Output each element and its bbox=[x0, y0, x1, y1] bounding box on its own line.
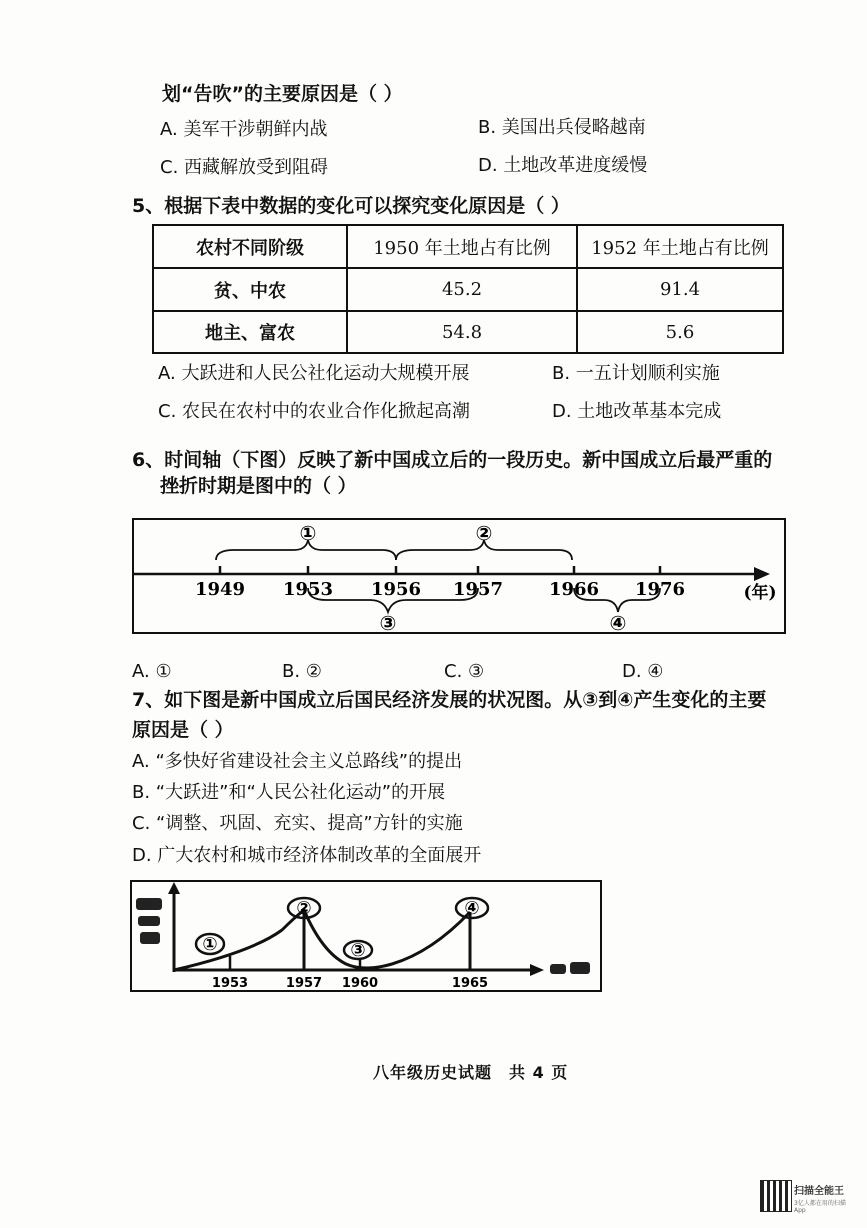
q4-option-b: B. 美国出兵侵略越南 bbox=[478, 117, 646, 138]
q6-option-b: B. ② bbox=[282, 661, 322, 682]
q7-option-b: B. “大跃进”和“人民公社化运动”的开展 bbox=[132, 782, 446, 803]
page-footer: 八年级历史试题 共 4 页 bbox=[373, 1063, 569, 1082]
q7-option-a: A. “多快好省建设社会主义总路线”的提出 bbox=[132, 751, 463, 772]
chart-year-1965: 1965 bbox=[451, 976, 489, 990]
year-1966: 1966 bbox=[548, 579, 600, 600]
economy-svg bbox=[132, 882, 600, 990]
chart-point-label-2: ② bbox=[296, 898, 312, 919]
chart-point-label-1: ① bbox=[202, 934, 218, 955]
chart-y-arrow bbox=[168, 882, 180, 894]
table-header-1952: 1952 年土地占有比例 bbox=[577, 225, 783, 268]
q4-option-a: A. 美军干涉朝鲜内战 bbox=[160, 119, 328, 140]
timeline-svg bbox=[134, 520, 784, 632]
year-1976: 1976 bbox=[634, 579, 686, 600]
q5-option-a: A. 大跃进和人民公社化运动大规模开展 bbox=[158, 363, 470, 384]
x-axis-label-smudge bbox=[550, 962, 590, 974]
timeline-label-2: ② bbox=[475, 521, 493, 545]
year-1957: 1957 bbox=[452, 579, 504, 600]
y-axis-label-smudge bbox=[136, 898, 162, 944]
chart-year-1960: 1960 bbox=[341, 976, 379, 990]
economy-curve bbox=[174, 910, 470, 970]
q7-stem-line2: 原因是（ ） bbox=[132, 719, 234, 741]
q4-option-d: D. 土地改革进度缓慢 bbox=[478, 155, 648, 176]
q6-stem-line1: 6、时间轴（下图）反映了新中国成立后的一段历史。新中国成立后最严重的 bbox=[132, 449, 773, 471]
year-1953: 1953 bbox=[282, 579, 334, 600]
chart-year-1957: 1957 bbox=[285, 976, 323, 990]
stamp-subtitle: 3亿人都在用的扫描App bbox=[794, 1200, 846, 1214]
q6-option-a: A. ① bbox=[132, 661, 172, 682]
chart-x-arrow bbox=[530, 964, 544, 976]
chart-point-label-4: ④ bbox=[464, 898, 480, 919]
q5-option-d: D. 土地改革基本完成 bbox=[552, 401, 722, 422]
table-header-class: 农村不同阶级 bbox=[153, 225, 347, 268]
q7-stem-line1: 7、如下图是新中国成立后国民经济发展的状况图。从③到④产生变化的主要 bbox=[132, 689, 767, 711]
year-unit: (年) bbox=[743, 583, 777, 603]
table-cell: 91.4 bbox=[577, 268, 783, 311]
table-cell: 贫、中农 bbox=[153, 268, 347, 311]
stamp-title: 扫描全能王 bbox=[794, 1186, 844, 1197]
scanner-stamp bbox=[760, 1180, 852, 1214]
table-cell: 5.6 bbox=[577, 311, 783, 353]
q4-stem-tail: 划“告吹”的主要原因是（ ） bbox=[162, 83, 403, 105]
q4-option-c: C. 西藏解放受到阻碍 bbox=[160, 157, 329, 178]
q5-option-c: C. 农民在农村中的农业合作化掀起高潮 bbox=[158, 401, 471, 422]
q7-option-c: C. “调整、巩固、充实、提高”方针的实施 bbox=[132, 813, 463, 834]
q6-option-d: D. ④ bbox=[622, 661, 664, 682]
q6-stem-line2: 挫折时期是图中的（ ） bbox=[160, 475, 357, 497]
table-cell: 地主、富农 bbox=[153, 311, 347, 353]
timeline-label-3: ③ bbox=[379, 611, 397, 632]
qr-code-icon bbox=[760, 1180, 792, 1212]
table-header-1950: 1950 年土地占有比例 bbox=[347, 225, 577, 268]
timeline-arrow-head bbox=[754, 567, 770, 581]
q7-option-d: D. 广大农村和城市经济体制改革的全面展开 bbox=[132, 845, 482, 866]
q5-stem: 5、根据下表中数据的变化可以探究变化原因是（ ） bbox=[132, 195, 570, 217]
timeline-label-1: ① bbox=[299, 521, 317, 545]
year-1949: 1949 bbox=[194, 579, 246, 600]
timeline-label-4: ④ bbox=[609, 611, 627, 632]
q6-option-c: C. ③ bbox=[444, 661, 485, 682]
table-cell: 54.8 bbox=[347, 311, 577, 353]
year-1956: 1956 bbox=[370, 579, 422, 600]
table-cell: 45.2 bbox=[347, 268, 577, 311]
chart-point-label-3: ③ bbox=[350, 940, 366, 961]
land-ratio-table bbox=[152, 224, 784, 354]
q5-option-b: B. 一五计划顺利实施 bbox=[552, 363, 720, 384]
economy-chart bbox=[130, 880, 602, 992]
timeline-figure bbox=[132, 518, 786, 634]
chart-year-1953: 1953 bbox=[211, 976, 249, 990]
